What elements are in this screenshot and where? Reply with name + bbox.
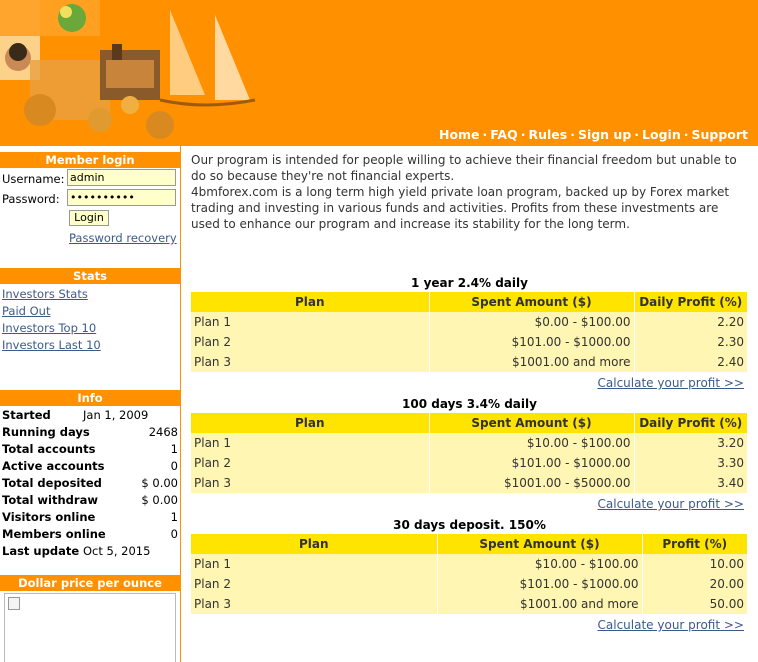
table-row (191, 594, 747, 614)
sidebar (0, 146, 181, 662)
info-label: Total deposited (2, 476, 102, 490)
dollar-price-chart-frame (4, 593, 176, 662)
member-login-title: Member login (0, 152, 180, 168)
table-header-row (191, 413, 747, 433)
profit-cell: 2.20 (634, 312, 747, 332)
info-row-total-withdraw (2, 493, 178, 510)
plan-name-cell: Plan 1 (191, 312, 429, 332)
plan-table (191, 413, 747, 493)
info-row-visitors-online (2, 510, 178, 527)
table-row (191, 473, 747, 493)
username-input[interactable]: admin (67, 169, 176, 186)
plan-name-cell: Plan 2 (191, 332, 429, 352)
table-row (191, 332, 747, 352)
calculate-profit-link[interactable]: Calculate your profit >> (597, 618, 744, 632)
info-label: Running days (2, 425, 90, 439)
profit-cell: 3.40 (634, 473, 747, 493)
info-label: Members online (2, 527, 106, 541)
nav-separator: · (482, 127, 488, 142)
info-label: Last update (2, 544, 80, 558)
username-label: Username: (2, 172, 65, 186)
info-row-last-update (2, 544, 178, 561)
info-value: 1 (170, 510, 178, 524)
column-header: Daily Profit (%) (634, 413, 747, 433)
column-header: Daily Profit (%) (634, 292, 747, 312)
info-title: Info (0, 390, 180, 406)
info-value: 2468 (148, 425, 178, 439)
main-content (191, 146, 748, 662)
paid-out-link[interactable]: Paid Out (2, 304, 51, 318)
password-recovery-link[interactable]: Password recovery (69, 231, 177, 245)
info-row-members-online (2, 527, 178, 544)
amount-cell: $1001.00 and more (429, 352, 634, 372)
info-row-total-deposited (2, 476, 178, 493)
amount-cell: $0.00 - $100.00 (429, 312, 634, 332)
amount-cell: $1001.00 and more (437, 594, 642, 614)
nav-support[interactable]: Support (691, 127, 748, 142)
plan-name-cell: Plan 3 (191, 473, 429, 493)
column-header: Spent Amount ($) (429, 292, 634, 312)
table-row (191, 433, 747, 453)
stats-title: Stats (0, 268, 180, 284)
column-header: Spent Amount ($) (437, 534, 642, 554)
amount-cell: $101.00 - $1000.00 (429, 332, 634, 352)
investors-last10-link[interactable]: Investors Last 10 (2, 338, 101, 352)
table-row (191, 554, 747, 574)
info-row-started (2, 408, 178, 425)
table-header-row (191, 292, 747, 312)
nav-faq[interactable]: FAQ (490, 127, 518, 142)
investors-top10-link[interactable]: Investors Top 10 (2, 321, 97, 335)
intro-paragraph-2: 4bmforex.com is a long term high yield private loan program, backed up by Forex market trading and investing in various funds and activities. Profits from these investments are used to enhance our program and increase its stability for the long term. (191, 185, 730, 231)
plan-name-cell: Plan 3 (191, 594, 437, 614)
plan-name-cell: Plan 1 (191, 554, 437, 574)
profit-cell: 3.20 (634, 433, 747, 453)
info-row-active-accounts (2, 459, 178, 476)
info-label: Visitors online (2, 510, 96, 524)
info-value: $ 0.00 (141, 493, 178, 507)
plan-name-cell: Plan 3 (191, 352, 429, 372)
info-value: 0 (170, 459, 178, 473)
profit-cell: 20.00 (642, 574, 747, 594)
amount-cell: $1001.00 - $5000.00 (429, 473, 634, 493)
column-header: Spent Amount ($) (429, 413, 634, 433)
plan-title: 1 year 2.4% daily (411, 276, 528, 290)
info-value: $ 0.00 (141, 476, 178, 490)
intro-text (191, 152, 748, 232)
profit-cell: 10.00 (642, 554, 747, 574)
column-header: Plan (191, 413, 429, 433)
table-row (191, 352, 747, 372)
plan-title: 30 days deposit. 150% (393, 518, 546, 532)
plan-name-cell: Plan 2 (191, 453, 429, 473)
info-row-running-days (2, 425, 178, 442)
table-row (191, 453, 747, 473)
nav-rules[interactable]: Rules (528, 127, 568, 142)
info-value: 0 (170, 527, 178, 541)
info-row-total-accounts (2, 442, 178, 459)
profit-cell: 50.00 (642, 594, 747, 614)
plan-title: 100 days 3.4% daily (402, 397, 537, 411)
amount-cell: $101.00 - $1000.00 (437, 574, 642, 594)
table-row (191, 574, 747, 594)
plan-table (191, 534, 747, 614)
plan-name-cell: Plan 1 (191, 433, 429, 453)
header-banner-illustration (0, 0, 260, 142)
plan-name-cell: Plan 2 (191, 574, 437, 594)
info-label: Started (2, 408, 51, 422)
info-label: Total accounts (2, 442, 96, 456)
info-value: 1 (170, 442, 178, 456)
nav-separator: · (634, 127, 640, 142)
info-value: Jan 1, 2009 (83, 408, 149, 422)
top-navigation (439, 127, 748, 142)
info-value: Oct 5, 2015 (83, 544, 151, 558)
calculate-profit-link[interactable]: Calculate your profit >> (597, 376, 744, 390)
broken-image-icon (8, 597, 20, 610)
table-header-row (191, 534, 747, 554)
amount-cell: $10.00 - $100.00 (429, 433, 634, 453)
intro-paragraph-1: Our program is intended for people willing to achieve their financial freedom but unable to do so because they're not financial experts. (191, 153, 737, 183)
nav-login[interactable]: Login (642, 127, 681, 142)
nav-separator: · (683, 127, 689, 142)
profit-cell: 2.30 (634, 332, 747, 352)
nav-separator: · (570, 127, 575, 142)
investors-stats-link[interactable]: Investors Stats (2, 287, 88, 301)
amount-cell: $101.00 - $1000.00 (429, 453, 634, 473)
calculate-profit-link[interactable]: Calculate your profit >> (597, 497, 744, 511)
plan-table (191, 292, 747, 372)
password-input[interactable]: •••••••••• (67, 189, 176, 206)
profit-cell: 3.30 (634, 453, 747, 473)
nav-signup[interactable]: Sign up (577, 127, 632, 142)
profit-cell: 2.40 (634, 352, 747, 372)
site-header (0, 0, 758, 146)
nav-home[interactable]: Home (438, 127, 480, 142)
table-row (191, 312, 747, 332)
amount-cell: $10.00 - $100.00 (437, 554, 642, 574)
info-label: Total withdraw (2, 493, 98, 507)
column-header: Plan (191, 534, 437, 554)
login-button[interactable]: Login (69, 210, 109, 226)
nav-separator: · (520, 127, 526, 142)
column-header: Profit (%) (642, 534, 747, 554)
info-label: Active accounts (2, 459, 105, 473)
password-label: Password: (2, 192, 60, 206)
column-header: Plan (191, 292, 429, 312)
dollar-price-title: Dollar price per ounce (0, 575, 180, 591)
